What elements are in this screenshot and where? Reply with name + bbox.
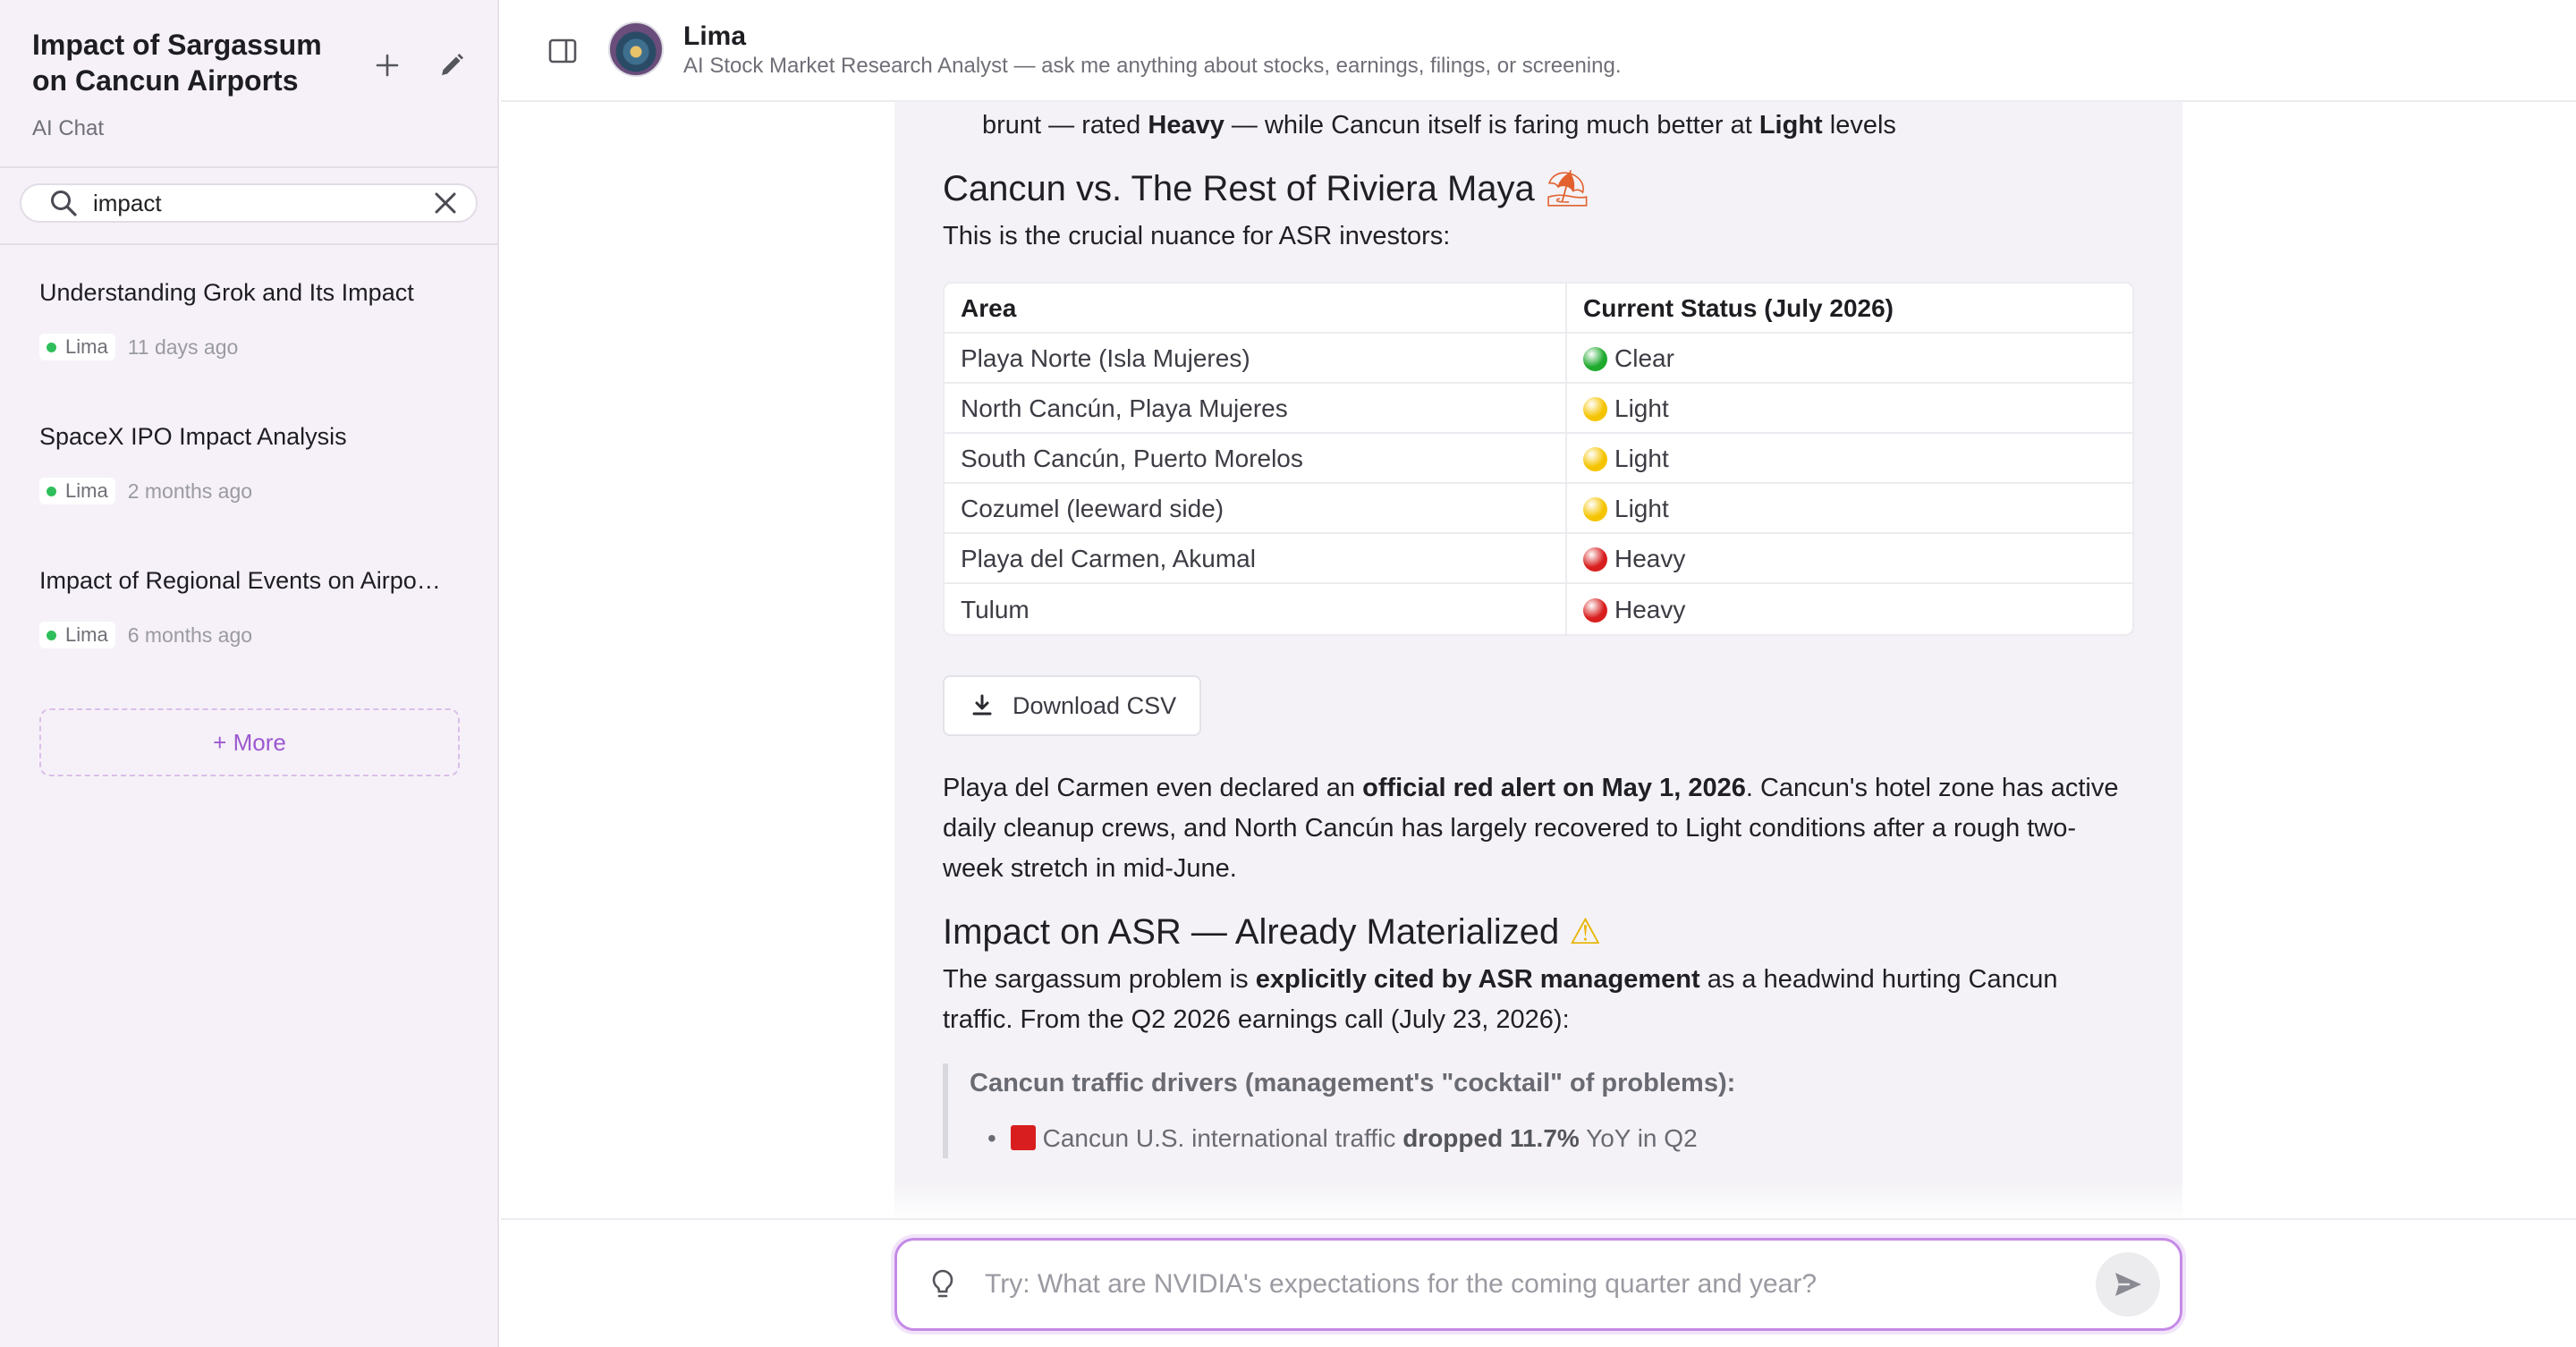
text: — while Cancun itself is faring much better at xyxy=(1224,111,1759,140)
table-row xyxy=(945,334,2132,384)
agent-name: Lima xyxy=(65,623,108,646)
bold-text: Heavy xyxy=(1148,111,1224,140)
sidebar-actions xyxy=(367,45,472,86)
conversation-time: 2 months ago xyxy=(127,479,253,503)
conversation-item[interactable] xyxy=(39,423,460,567)
assistant-message xyxy=(894,102,2182,1218)
status-circle-icon xyxy=(1583,497,1607,521)
text: The sargassum problem is xyxy=(943,965,1256,994)
status-text: Heavy xyxy=(1614,544,1686,572)
message-input[interactable] xyxy=(985,1269,2096,1300)
conversation-title: Understanding Grok and Its Impact xyxy=(39,279,414,306)
send-button[interactable] xyxy=(2096,1252,2160,1317)
status-text: Heavy xyxy=(1614,595,1686,623)
bold-text: Light xyxy=(1758,111,1823,140)
list-item-continuation xyxy=(943,106,2134,146)
plus-icon xyxy=(375,53,400,78)
status-circle-icon xyxy=(1583,598,1607,623)
text: Playa del Carmen even declared an xyxy=(943,774,1363,802)
chat-area xyxy=(501,102,2576,1218)
clear-search-icon[interactable] xyxy=(433,191,458,216)
blockquote xyxy=(943,1063,2134,1158)
toggle-sidebar-button[interactable] xyxy=(542,30,583,72)
new-chat-button[interactable] xyxy=(367,45,408,86)
section-heading xyxy=(943,169,2134,209)
agent-name: Lima xyxy=(65,335,108,358)
conversation-meta xyxy=(39,622,460,648)
area-cell: Playa del Carmen, Akumal xyxy=(945,534,1567,584)
red-square-icon xyxy=(1011,1125,1036,1150)
status-cell xyxy=(1567,534,2132,584)
status-cell xyxy=(1567,384,2132,434)
sidebar xyxy=(0,0,499,1347)
status-cell xyxy=(1567,584,2132,634)
agent-badge xyxy=(39,334,115,360)
status-text: Clear xyxy=(1614,343,1674,372)
text: levels xyxy=(1822,111,1896,140)
status-text: Light xyxy=(1614,494,1669,522)
conversation-meta xyxy=(39,478,460,504)
conversation-time: 11 days ago xyxy=(127,335,239,359)
agent-badge xyxy=(39,478,115,504)
status-dot-icon xyxy=(47,487,56,496)
agent-name: Lima xyxy=(683,21,747,51)
conversation-time: 6 months ago xyxy=(127,623,253,647)
chat-header xyxy=(501,0,2576,102)
status-cell xyxy=(1567,434,2132,484)
status-circle-icon xyxy=(1583,397,1607,421)
conversation-item[interactable] xyxy=(39,279,460,423)
status-circle-icon xyxy=(1583,347,1607,371)
agent-avatar xyxy=(608,21,664,77)
download-csv-button[interactable] xyxy=(943,675,1201,736)
table-row xyxy=(945,384,2132,434)
status-dot-icon xyxy=(47,343,56,352)
area-cell: Cozumel (leeward side) xyxy=(945,484,1567,534)
pencil-icon xyxy=(437,51,466,80)
lightbulb-icon[interactable] xyxy=(929,1268,956,1300)
scroll-fade xyxy=(501,1182,2576,1218)
status-dot-icon xyxy=(47,631,56,640)
conversation-meta xyxy=(39,334,460,360)
agent-badge xyxy=(39,622,115,648)
conversation-list xyxy=(39,279,460,711)
heading-text: Cancun vs. The Rest of Riviera Maya xyxy=(943,169,1535,208)
chat-subtitle: AI Chat xyxy=(32,116,105,140)
area-cell: Tulum xyxy=(945,584,1567,634)
status-text: Light xyxy=(1614,444,1669,472)
quote-list-item: • Cancun U.S. international traffic dropped 11.7% YoY in Q2 xyxy=(987,1124,1698,1152)
column-header: Area xyxy=(945,284,1567,334)
agent-name: Lima xyxy=(65,479,108,502)
chat-title: Impact of Sargassum on Cancun Airports xyxy=(32,29,322,97)
table-row xyxy=(945,484,2132,534)
download-csv-label: Download CSV xyxy=(1013,691,1177,719)
table-row xyxy=(945,584,2132,634)
send-icon xyxy=(2113,1269,2143,1300)
conversation-title: Impact of Regional Events on Airpo… xyxy=(39,567,441,594)
status-table xyxy=(943,282,2134,636)
text: . Cancun's hotel zone has active daily cleanup crews, and North Cancún has largely recovered to Light conditions after a rough two-week stretch in mid-June. xyxy=(943,774,2119,883)
divider xyxy=(0,243,497,245)
search-icon xyxy=(48,188,79,218)
beach-umbrella-icon: ⛱ xyxy=(1544,169,1590,208)
status-text: Light xyxy=(1614,394,1669,422)
search-input[interactable] xyxy=(93,190,433,217)
text: brunt — rated xyxy=(982,111,1148,140)
paragraph: This is the crucial nuance for ASR investors: xyxy=(943,222,1451,250)
paragraph xyxy=(943,960,2134,1040)
bold-text: official red alert on May 1, 2026 xyxy=(1362,774,1746,802)
agent-description: AI Stock Market Research Analyst — ask me anything about stocks, earnings, filings, or screening. xyxy=(683,54,1622,78)
search-box xyxy=(20,183,478,223)
warning-icon: ⚠ xyxy=(1569,912,1602,952)
area-cell: South Cancún, Puerto Morelos xyxy=(945,434,1567,484)
status-cell xyxy=(1567,484,2132,534)
area-cell: North Cancún, Playa Mujeres xyxy=(945,384,1567,434)
text: as a headwind hurting Cancun traffic. From the Q2 2026 earnings call (July 23, 2026): xyxy=(943,965,2058,1034)
bold-text: dropped 11.7% xyxy=(1402,1124,1580,1152)
sidebar-panel-icon xyxy=(548,38,577,64)
area-cell: Playa Norte (Isla Mujeres) xyxy=(945,334,1567,384)
sidebar-header xyxy=(32,27,354,141)
paragraph xyxy=(943,768,2134,889)
composer-area xyxy=(501,1218,2576,1347)
text: YoY in Q2 xyxy=(1579,1124,1698,1152)
status-cell xyxy=(1567,334,2132,384)
table-header-row xyxy=(945,284,2132,334)
edit-title-button[interactable] xyxy=(431,45,472,86)
conversation-item[interactable] xyxy=(39,567,460,711)
quote-title: Cancun traffic drivers (management's "cocktail" of problems): xyxy=(970,1069,1736,1097)
column-header: Current Status (July 2026) xyxy=(1567,284,2132,334)
status-circle-icon xyxy=(1583,547,1607,572)
table-row xyxy=(945,534,2132,584)
more-conversations-button[interactable]: + More xyxy=(39,708,460,776)
section-heading xyxy=(943,912,2134,953)
text: Cancun U.S. international traffic xyxy=(1042,1124,1403,1152)
message-composer xyxy=(894,1238,2182,1331)
heading-text: Impact on ASR — Already Materialized xyxy=(943,912,1560,952)
bold-text: explicitly cited by ASR management xyxy=(1255,965,1700,994)
table-row xyxy=(945,434,2132,484)
download-icon xyxy=(970,693,995,718)
conversation-title: SpaceX IPO Impact Analysis xyxy=(39,423,347,450)
divider xyxy=(0,166,497,168)
status-circle-icon xyxy=(1583,447,1607,471)
